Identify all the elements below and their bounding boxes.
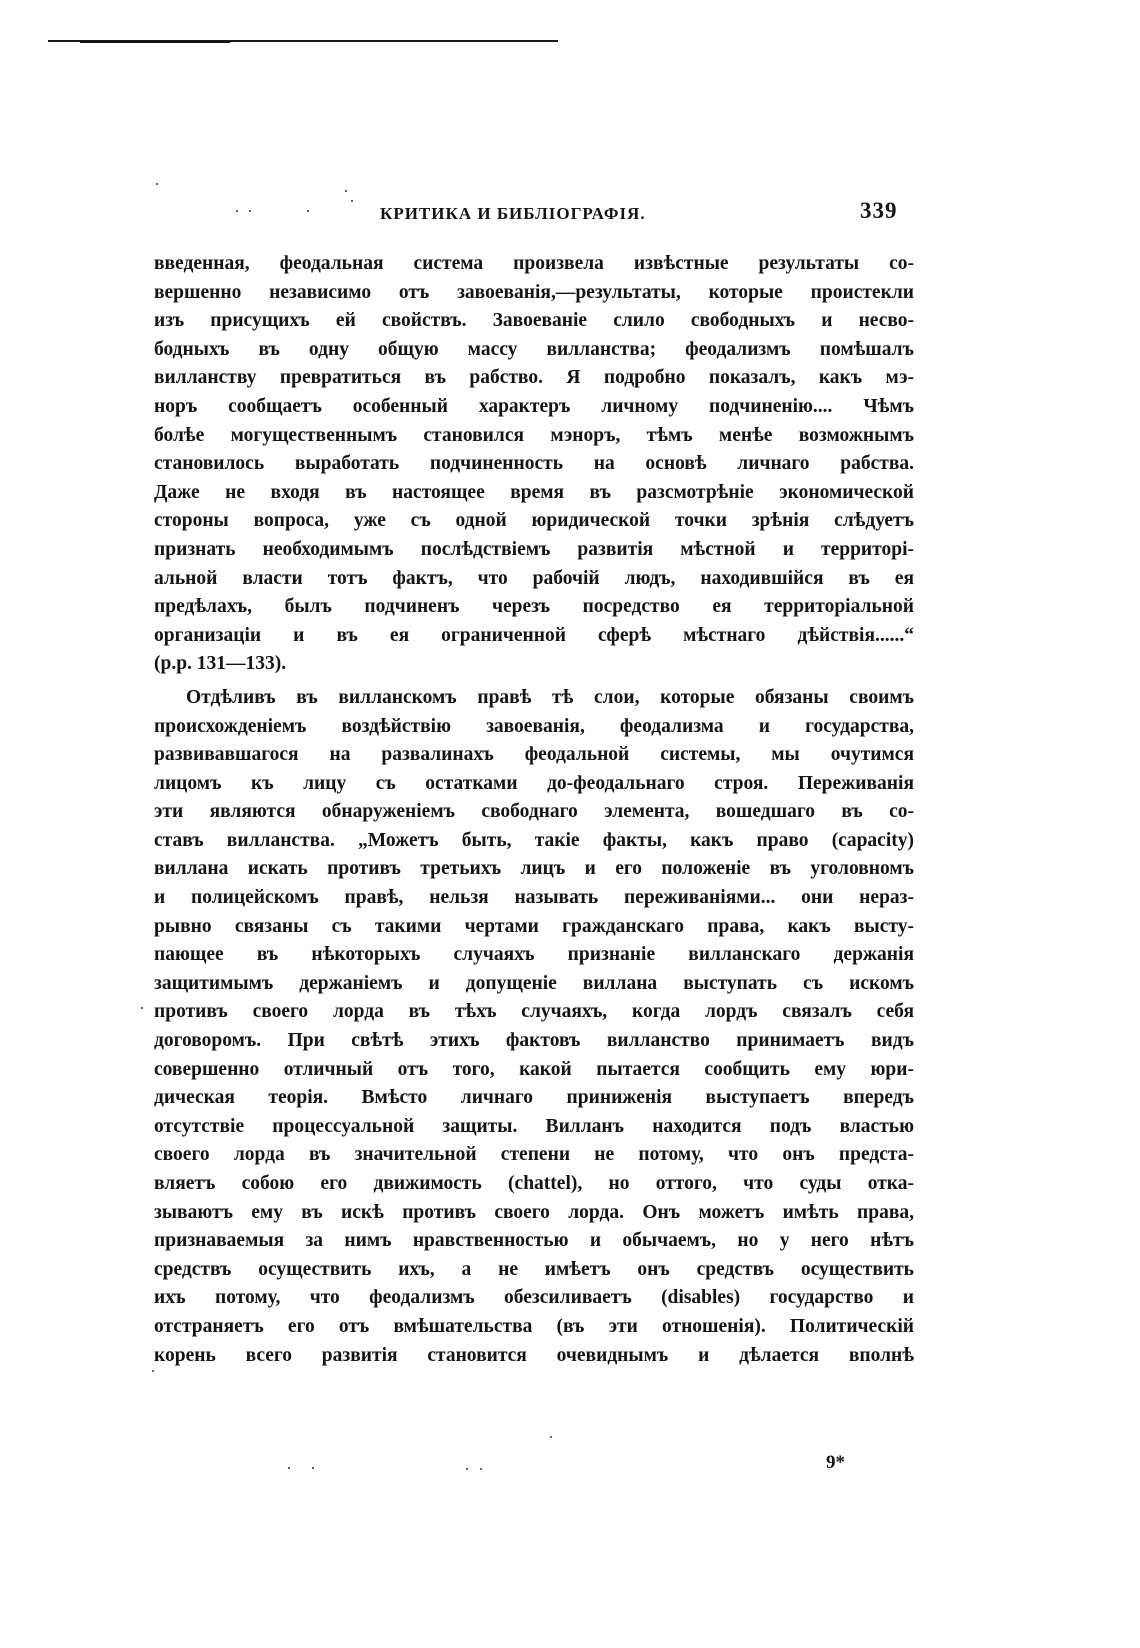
text-line: дическая теорія. Вмѣсто личнаго приниженія выступаетъ впередъ (154, 1087, 914, 1109)
scan-speck (156, 183, 158, 185)
text-line: своего лорда въ значительной степени не потому, что онъ предста- (154, 1144, 914, 1166)
text-line: норъ сообщаетъ особенный характеръ личному подчиненію.... Чѣмъ (154, 395, 914, 417)
text-line: ихъ потому, что феодализмъ обезсиливаетъ (disables) государство и (154, 1287, 914, 1309)
scan-speck (466, 1468, 468, 1470)
scan-speck (312, 1467, 314, 1469)
text-line: Отдѣливъ въ вилланскомъ правѣ тѣ слои, которые обязаны своимъ (186, 686, 914, 708)
text-line: отстраняетъ его отъ вмѣшательства (въ эти отношенія). Политическій (154, 1315, 914, 1337)
scan-speck (288, 1467, 290, 1469)
scan-speck (152, 1370, 154, 1372)
text-line: введенная, феодальная система произвела извѣстные результаты со- (154, 253, 914, 274)
text-line: пающее въ нѣкоторыхъ случаяхъ признаніе вилланскаго держанія (154, 944, 914, 966)
text-line: вершенно независимо отъ завоеванія,—результаты, которые проистекли (154, 281, 914, 303)
running-title: КРИТИКА И БИБЛІОГРАФІЯ. (380, 204, 646, 223)
text-line: вилланству превратиться въ рабство. Я подробно показалъ, какъ мэ- (154, 367, 914, 389)
paragraph-2 (154, 684, 914, 1370)
text-line: зываютъ ему въ искѣ противъ своего лорда. Онъ можетъ имѣть права, (154, 1201, 914, 1223)
text-line: происхожденіемъ воздѣйствію завоеванія, феодализма и государства, (154, 715, 914, 737)
text-line: средствъ осуществить ихъ, а не имѣетъ онъ средствъ осуществить (154, 1258, 914, 1280)
text-line: признаваемыя за нимъ нравственностью и обычаемъ, но у него нѣтъ (154, 1230, 914, 1252)
scan-speck (480, 1468, 482, 1470)
text-line: и полицейскомъ правѣ, нельзя называть переживаніями... они нераз- (154, 887, 914, 909)
text-line: виллана искать противъ третьихъ лицъ и его положеніе въ уголовномъ (154, 858, 914, 880)
text-line: договоромъ. При свѣтѣ этихъ фактовъ вилланство принимаетъ видъ (154, 1030, 914, 1052)
scan-speck (307, 210, 309, 212)
text-line: противъ своего лорда въ тѣхъ случаяхъ, когда лордъ связалъ себя (154, 1001, 914, 1023)
text-line: лицомъ къ лицу съ остатками до-феодальнаго строя. Переживанія (154, 772, 914, 794)
text-line: ставъ вилланства. „Можетъ быть, такіе факты, какъ право (capacity) (154, 829, 914, 851)
signature-mark: 9* (826, 1452, 845, 1473)
page-number: 339 (860, 198, 898, 223)
text-line: бодныхъ въ одну общую массу вилланства; феодализмъ помѣшалъ (154, 338, 914, 360)
text-line: корень всего развитія становится очевиднымъ и дѣлается вполнѣ (154, 1344, 914, 1366)
scan-speck (351, 200, 353, 202)
text-line: (p.p. 131—133). (154, 653, 287, 675)
scan-speck (550, 1436, 552, 1438)
text-line: признать необходимымъ послѣдствіемъ развитія мѣстной и территорі- (154, 538, 914, 560)
scan-speck (236, 210, 238, 212)
text-line: альной власти тотъ фактъ, что рабочій людъ, находившійся въ ея (154, 567, 914, 589)
text-line: становилось выработать подчиненность на основѣ личнаго рабства. (154, 453, 914, 475)
text-line: вляетъ собою его движимость (chattel), но оттого, что суды отка- (154, 1173, 914, 1194)
text-line: рывно связаны съ такими чертами гражданскаго права, какъ высту- (154, 915, 914, 937)
top-rule-thick (80, 41, 230, 43)
text-line: совершенно отличный отъ того, какой пытается сообщить ему юри- (154, 1058, 914, 1080)
scan-speck (141, 1007, 143, 1009)
body-text (154, 250, 914, 1370)
text-line: стороны вопроса, уже съ одной юридической точки зрѣнія слѣдуетъ (154, 510, 914, 532)
text-line: Даже не входя въ настоящее время въ разсмотрѣніе экономической (154, 481, 914, 503)
scan-speck (249, 210, 251, 212)
text-line: изъ присущихъ ей свойствъ. Завоеваніе слило свободныхъ и несво- (154, 310, 914, 332)
scan-speck (345, 190, 347, 192)
text-line: отсутствіе процессуальной защиты. Вилланъ находится подъ властью (154, 1115, 914, 1137)
text-line: эти являются обнаруженіемъ свободнаго элемента, вошедшаго въ со- (154, 801, 914, 823)
paragraph-1 (154, 250, 914, 679)
text-line: организаціи и въ ея ограниченной сферѣ мѣстнаго дѣйствія......“ (154, 624, 914, 646)
text-line: предѣлахъ, былъ подчиненъ черезъ посредство ея территоріальной (154, 596, 914, 618)
text-line: развивавшагося на развалинахъ феодальной системы, мы очутимся (154, 744, 914, 766)
text-line: болѣе могущественнымъ становился мэноръ, тѣмъ менѣе возможнымъ (154, 424, 914, 446)
text-line: защитимымъ держаніемъ и допущеніе виллана выступать съ искомъ (154, 972, 914, 994)
